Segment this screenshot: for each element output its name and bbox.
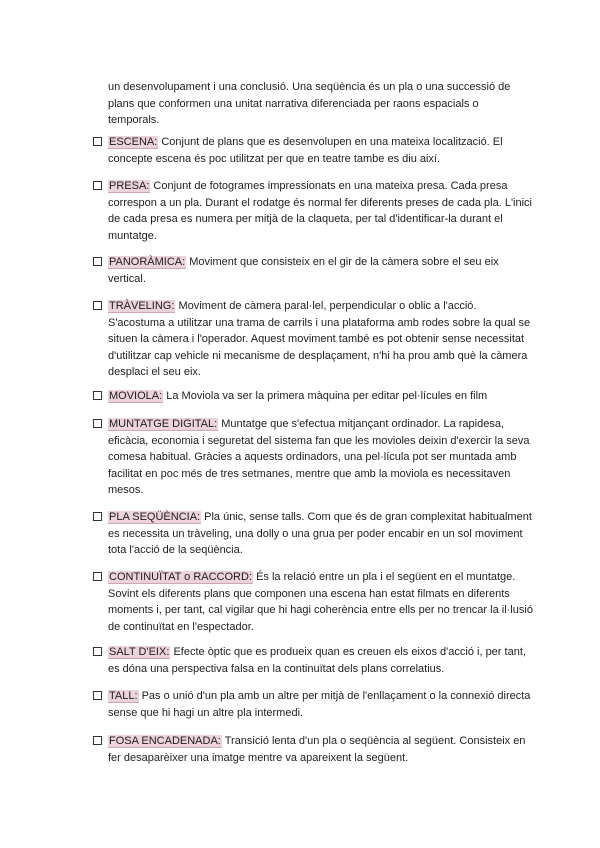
term-label: PRESA: xyxy=(109,180,150,192)
term-definition: Efecte òptic que es produeix quan es creuen els eixos d'acció i, per tant, es dóna una perspectiva falsa en la continuïtat dels plans correlatius. xyxy=(108,646,526,675)
intro-paragraph: un desenvolupament i una conclusió. Una seqüència és un pla o una successió de plans que conformen una unitat narrativa diferenciada per raons espacials o temporals. xyxy=(108,81,511,127)
term-definition: És la relació entre un pla i el següent en el muntatge. Sovint els diferents plans que componen una escena han estat filmats en diferents moments i, per tant, cal vigilar que hi hagi coherència entre ells per no trencar la il·lusió de continuïtat en l'espectador. xyxy=(108,571,533,633)
term-definition: Muntatge que s'efectua mitjançant ordinador. La rapidesa, eficàcia, economia i seguretat del sistema fan que les movioles deixin d'exercir la seva comesa habitual. Gràcies a aquests ordinadors, una pel·lícula pot ser muntada amb facilitat en poc més de tres setmanes, mentre que amb la moviola es necessitaven mesos. xyxy=(108,418,530,497)
term-label: ESCENA: xyxy=(109,136,158,148)
term-label: PANORÀMICA: xyxy=(109,256,186,268)
glossary-item-moviola xyxy=(93,388,533,405)
term-label: MOVIOLA: xyxy=(109,390,163,402)
checkbox-icon[interactable] xyxy=(93,301,102,310)
glossary-item-continuitat xyxy=(93,569,533,635)
checkbox-icon[interactable] xyxy=(93,419,102,428)
checkbox-icon[interactable] xyxy=(93,572,102,581)
term-label: FOSA ENCADENADA: xyxy=(109,735,221,747)
term-label: TALL: xyxy=(109,690,138,702)
checkbox-icon[interactable] xyxy=(93,512,102,521)
term-label: PLA SEQÜÈNCIA: xyxy=(109,511,201,523)
term-label: MUNTATGE DIGITAL: xyxy=(109,418,218,430)
term-definition: Moviment de càmera paral·lel, perpendicular o oblic a l'acció. S'acostuma a utilitzar una trama de carrils i una plataforma amb rodes sobre la qual se situen la càmera i l'operador. Aquest moviment també es pot obtenir sense necessitat d'utilitzar cap vehicle ni mecanisme de desplaçament, n'hi ha prou amb què la càmera desplaci el seu eix. xyxy=(108,300,531,379)
checkbox-icon[interactable] xyxy=(93,391,102,400)
term-label: CONTINUÏTAT o RACCORD: xyxy=(109,571,253,583)
glossary-item-presa xyxy=(93,178,533,244)
checkbox-icon[interactable] xyxy=(93,691,102,700)
glossary-item-escena xyxy=(93,134,533,167)
checkbox-icon[interactable] xyxy=(93,137,102,146)
term-definition: Moviment que consisteix en el gir de la càmera sobre el seu eix vertical. xyxy=(108,256,499,285)
term-definition: Conjunt de plans que es desenvolupen en una mateixa localització. El concepte escena és poc utilitzat per que en teatre tambe es diu així. xyxy=(108,136,503,165)
term-definition: Pla únic, sense talls. Com que és de gran complexitat habitualment es necessita un tràveling, una dolly o una grua per poder encabir en un sol moviment tota l'acció de la seqüència. xyxy=(108,511,532,557)
term-definition: Pas o unió d'un pla amb un altre per mitjà de l'enllaçament o la connexió directa sense que hi hagi un altre pla intermedi. xyxy=(108,690,531,719)
glossary-item-muntatge-digital xyxy=(93,416,533,499)
term-definition: Conjunt de fotogrames impressionats en una mateixa presa. Cada presa correspon a un pla. Durant el rodatge és normal fer diferents preses de cada pla. L'inici de cada presa es numera per mitjà de la claqueta, per tal d'identificar-la durant el muntatge. xyxy=(108,180,533,242)
checkbox-icon[interactable] xyxy=(93,181,102,190)
checkbox-icon[interactable] xyxy=(93,257,102,266)
glossary-item-salt-deix xyxy=(93,644,533,677)
glossary-item-traveling xyxy=(93,298,533,381)
term-definition: La Moviola va ser la primera màquina per editar pel·lícules en film xyxy=(163,390,488,402)
glossary-item-tall xyxy=(93,688,533,721)
glossary-item-pla-sequencia xyxy=(93,509,533,559)
term-label: TRÀVELING: xyxy=(109,300,175,312)
checkbox-icon[interactable] xyxy=(93,736,102,745)
glossary-item-panoramica xyxy=(93,254,533,287)
term-definition: Transició lenta d'un pla o seqüència al següent. Consisteix en fer desaparèixer una imatge mentre va apareixent la següent. xyxy=(108,735,526,764)
term-label: SALT D'EIX: xyxy=(109,646,170,658)
glossary-item-fosa-encadenada xyxy=(93,733,533,766)
checkbox-icon[interactable] xyxy=(93,647,102,656)
